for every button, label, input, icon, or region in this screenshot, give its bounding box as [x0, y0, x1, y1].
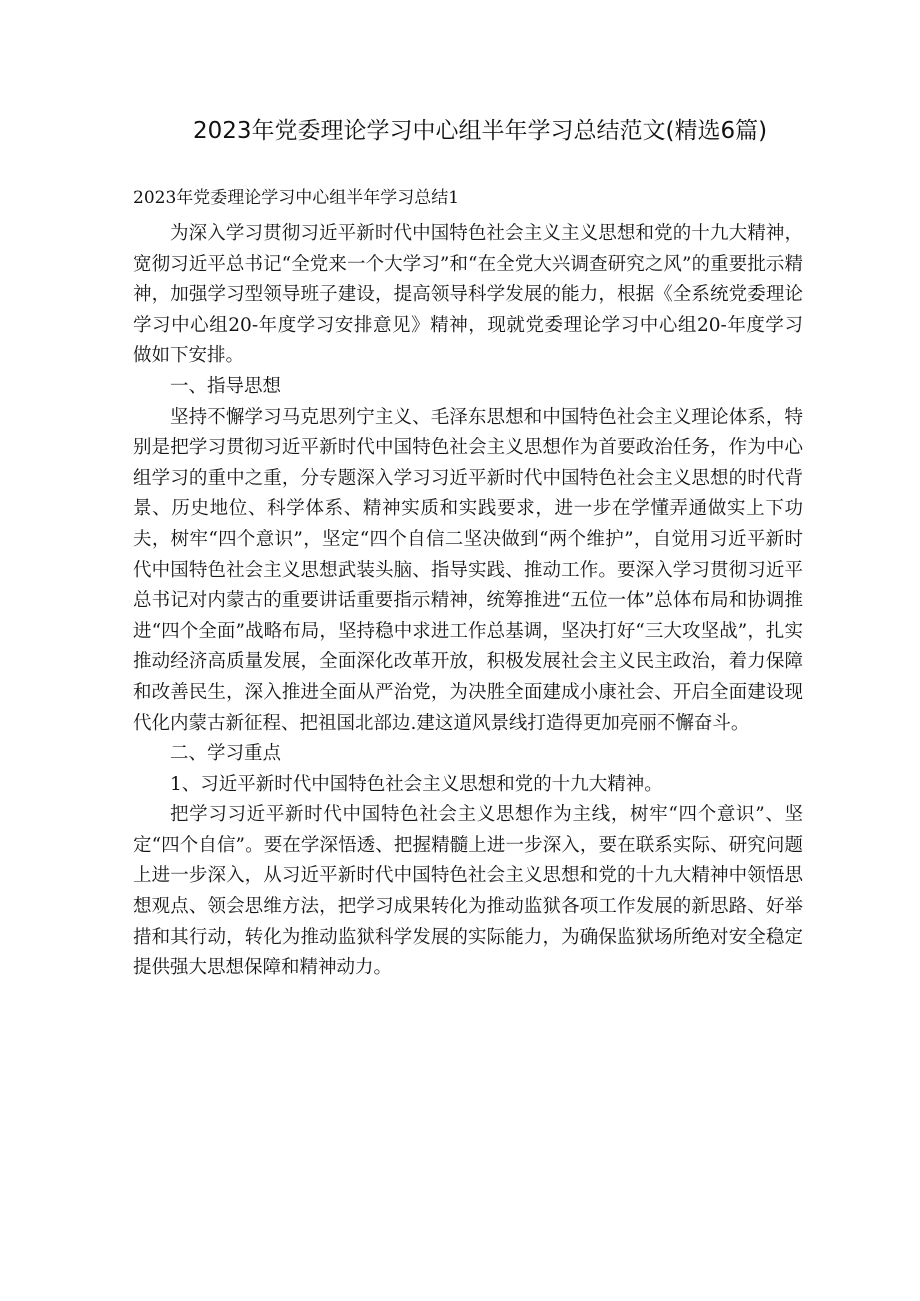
document-title: 2023年党委理论学习中心组半年学习总结范文(精选6篇): [192, 118, 768, 144]
document-body: [133, 219, 803, 984]
paragraph-intro: 为深入学习贯彻习近平新时代中国特色社会主义主义思想和党的十九大精神，宽彻习近平总书记“全党来一个大学习”和“在全党大兴调查研究之风”的重要批示精神，加强学习型领导班子建设，提高领导科学发展的能力，根据《全系统党委理论学习中心组20-年度学习安排意见》精神，现就党委理论学习中心组20-年度学习做如下安排。: [133, 223, 803, 367]
heading-study-focus: 二、学习重点: [170, 743, 282, 765]
paragraph-focus-detail: 把学习习近平新时代中国特色社会主义思想作为主线，树牢“四个意识”、坚定“四个自信”。要在学深悟透、把握精髓上进一步深入，要在联系实际、研究问题上进一步深入，从习近平新时代中国特色社会主义思想和党的十九大精神中领悟思想观点、领会思维方法，把学习成果转化为推动监狱各项工作发展的新思路、好举措和其行动，转化为推动监狱科学发展的实际能力，为确保监狱场所绝对安全稳定提供强大思想保障和精神动力。: [133, 804, 803, 979]
paragraph-focus-item-1: 1、习近平新时代中国特色社会主义思想和党的十九大精神。: [170, 773, 663, 795]
section-title: 2023年党委理论学习中心组半年学习总结1: [133, 188, 460, 208]
paragraph-guiding-ideology: 坚持不懈学习马克思列宁主义、毛泽东思想和中国特色社会主义理论体系，特别是把学习贯彻习近平新时代中国特色社会主义思想作为首要政治任务，作为中心组学习的重中之重，分专题深入学习习近平新时代中国特色社会主义思想的时代背景、历史地位、科学体系、精神实质和实践要求，进一步在学懂弄通做实上下功夫，树牢“四个意识”，坚定“四个自信二坚决做到“两个维护”，自觉用习近平新时代中国特色社会主义思想武装头脑、指导实践、推动工作。要深入学习贯彻习近平总书记对内蒙古的重要讲话重要指示精神，统筹推进“五位一体”总体布局和协调推进“四个全面”战略布局，坚持稳中求进工作总基调，坚决打好“三大攻坚战”，扎实推动经济高质量发展，全面深化改革开放，积极发展社会主义民主政治，着力保障和改善民生，深入推进全面从严治党，为决胜全面建成小康社会、开启全面建设现代化内蒙古新征程、把祖国北部边.建这道风景线打造得更加亮丽不懈奋斗。: [133, 406, 803, 734]
heading-guiding-ideology: 一、指导思想: [170, 375, 282, 397]
